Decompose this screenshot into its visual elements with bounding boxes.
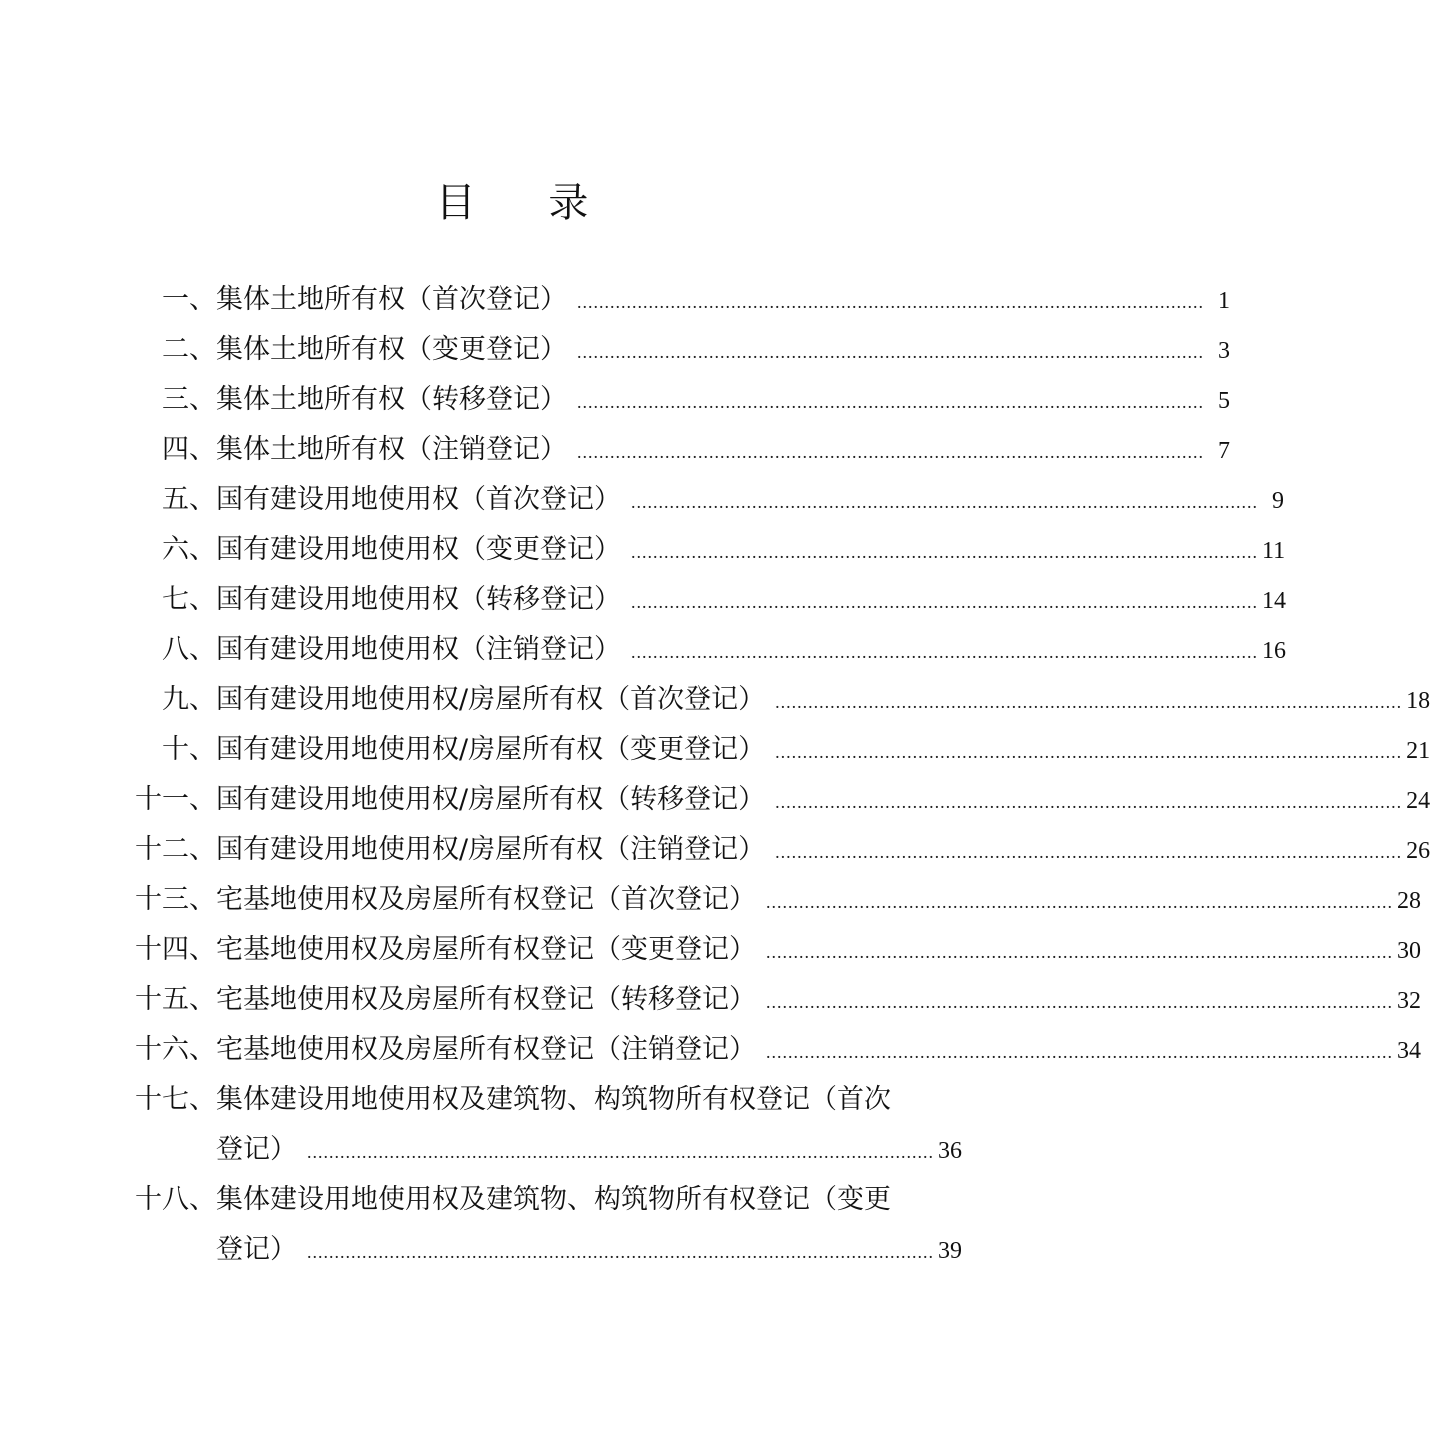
toc-entry-number: 十、: [162, 734, 216, 765]
toc-entry-page: 30: [1397, 938, 1421, 964]
dot-leader: ..................................................................................................................: [775, 792, 1403, 812]
toc-entry-title: 集体土地所有权（首次登记）: [216, 284, 567, 315]
toc-entry[interactable]: [134, 825, 1430, 875]
toc-entry-title-continued: 登记）: [216, 1134, 297, 1165]
toc-entry[interactable]: [134, 725, 1430, 775]
toc-entry-number: 十六、: [135, 1034, 216, 1065]
toc-entry[interactable]: [134, 575, 1286, 625]
toc-entry[interactable]: [134, 625, 1286, 675]
dot-leader: ..................................................................................................................: [577, 342, 1204, 362]
toc-entry[interactable]: [134, 775, 1430, 825]
toc-entry-number: 十八、: [135, 1184, 216, 1215]
toc-entry-title-continued: 登记）: [216, 1234, 297, 1265]
toc-entry-page: 24: [1406, 788, 1430, 814]
toc-entry-page: 3: [1218, 338, 1230, 364]
toc-entry[interactable]: [134, 975, 1421, 1025]
toc-entry-title: 国有建设用地使用权（首次登记）: [216, 484, 621, 515]
toc-entry-page: 39: [938, 1238, 962, 1264]
dot-leader: ..................................................................................................................: [775, 842, 1403, 862]
toc-entry-page: 1: [1218, 288, 1230, 314]
toc-entry-title: 集体土地所有权（变更登记）: [216, 334, 567, 365]
toc-entry-title: 国有建设用地使用权/房屋所有权（首次登记）: [216, 684, 766, 715]
dot-leader: ..................................................................................................................: [631, 642, 1258, 662]
toc-entry-number: 四、: [162, 434, 216, 465]
toc-entry-page: 16: [1262, 638, 1286, 664]
toc-entry-title: 国有建设用地使用权（转移登记）: [216, 584, 621, 615]
toc-entry-title: 国有建设用地使用权/房屋所有权（变更登记）: [216, 734, 766, 765]
toc-entry-title: 宅基地使用权及房屋所有权登记（首次登记）: [216, 884, 756, 915]
toc-entry[interactable]: [134, 675, 1430, 725]
toc-entry-page: 26: [1406, 838, 1430, 864]
toc-entry-title: 国有建设用地使用权/房屋所有权（转移登记）: [216, 784, 766, 815]
dot-leader: ..................................................................................................................: [775, 742, 1403, 762]
dot-leader: ..................................................................................................................: [631, 592, 1258, 612]
toc-entry-number: 十三、: [135, 884, 216, 915]
toc-entry-number: 十一、: [135, 784, 216, 815]
toc-entry-page: 5: [1218, 388, 1230, 414]
dot-leader: ..................................................................................................................: [307, 1242, 934, 1262]
toc-entry-title: 宅基地使用权及房屋所有权登记（变更登记）: [216, 934, 756, 965]
toc-entry-page: 18: [1406, 688, 1430, 714]
table-of-contents: [134, 275, 1430, 1275]
toc-entry-page: 14: [1262, 588, 1286, 614]
toc-entry[interactable]: [134, 525, 1286, 575]
toc-entry-number: 三、: [162, 384, 216, 415]
toc-entry-title: 集体土地所有权（转移登记）: [216, 384, 567, 415]
toc-entry-number: 八、: [162, 634, 216, 665]
dot-leader: ..................................................................................................................: [766, 1042, 1393, 1062]
dot-leader: ..................................................................................................................: [775, 692, 1403, 712]
toc-entry[interactable]: [134, 1075, 962, 1175]
toc-entry-title: 集体建设用地使用权及建筑物、构筑物所有权登记（首次: [216, 1084, 891, 1115]
dot-leader: ..................................................................................................................: [766, 892, 1393, 912]
toc-entry-number: 十五、: [135, 984, 216, 1015]
toc-entry-number: 五、: [162, 484, 216, 515]
toc-entry-number: 六、: [162, 534, 216, 565]
toc-entry-page: 34: [1397, 1038, 1421, 1064]
toc-entry[interactable]: [134, 875, 1421, 925]
toc-entry[interactable]: [134, 925, 1421, 975]
toc-entry[interactable]: [134, 275, 1230, 325]
toc-entry-page: 7: [1218, 438, 1230, 464]
toc-entry[interactable]: [134, 475, 1284, 525]
page-title: 目 录: [435, 180, 619, 226]
dot-leader: ..................................................................................................................: [577, 392, 1204, 412]
dot-leader: ..................................................................................................................: [577, 292, 1204, 312]
toc-entry-page: 9: [1272, 488, 1284, 514]
toc-entry[interactable]: [134, 1175, 962, 1275]
toc-entry-title: 宅基地使用权及房屋所有权登记（注销登记）: [216, 1034, 756, 1065]
dot-leader: ..................................................................................................................: [766, 942, 1393, 962]
dot-leader: ..................................................................................................................: [307, 1142, 934, 1162]
toc-entry-page: 21: [1406, 738, 1430, 764]
toc-entry-title: 集体土地所有权（注销登记）: [216, 434, 567, 465]
toc-entry-number: 九、: [162, 684, 216, 715]
dot-leader: ..................................................................................................................: [766, 992, 1393, 1012]
toc-entry[interactable]: [134, 325, 1230, 375]
toc-entry-number: 十七、: [135, 1084, 216, 1115]
toc-entry-page: 32: [1397, 988, 1421, 1014]
dot-leader: ..................................................................................................................: [631, 542, 1258, 562]
toc-entry-number: 十四、: [135, 934, 216, 965]
toc-entry-title: 宅基地使用权及房屋所有权登记（转移登记）: [216, 984, 756, 1015]
toc-entry-page: 11: [1262, 538, 1286, 564]
toc-entry[interactable]: [134, 375, 1230, 425]
toc-entry-number: 二、: [162, 334, 216, 365]
toc-entry-title: 国有建设用地使用权（注销登记）: [216, 634, 621, 665]
toc-entry-page: 28: [1397, 888, 1421, 914]
toc-entry-number: 七、: [162, 584, 216, 615]
toc-entry-number: 十二、: [135, 834, 216, 865]
toc-entry-title: 国有建设用地使用权/房屋所有权（注销登记）: [216, 834, 766, 865]
toc-entry-page: 36: [938, 1138, 962, 1164]
toc-entry[interactable]: [134, 425, 1230, 475]
toc-entry[interactable]: [134, 1025, 1421, 1075]
dot-leader: ..................................................................................................................: [577, 442, 1204, 462]
toc-entry-title: 国有建设用地使用权（变更登记）: [216, 534, 621, 565]
toc-entry-number: 一、: [162, 284, 216, 315]
toc-entry-title: 集体建设用地使用权及建筑物、构筑物所有权登记（变更: [216, 1184, 891, 1215]
dot-leader: ..................................................................................................................: [631, 492, 1258, 512]
